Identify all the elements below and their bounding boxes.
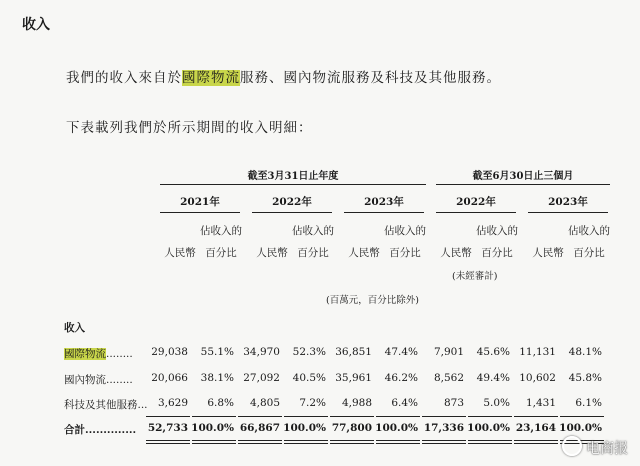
total-double-rule — [376, 440, 420, 441]
cell-amount: 77,800 — [331, 422, 372, 434]
total-double-rule — [192, 440, 236, 441]
total-double-rule — [284, 443, 328, 444]
cell-amount: 4,988 — [341, 397, 372, 409]
subtotal-rule — [468, 416, 512, 417]
col-header-pct-line1: 佔收入的 — [476, 225, 518, 237]
year-rule — [252, 212, 332, 213]
subtotal-rule — [192, 416, 236, 417]
cell-percent: 38.1% — [200, 372, 234, 384]
row-label-text: 國內物流 — [64, 374, 106, 386]
total-double-rule — [330, 443, 374, 444]
total-double-rule — [468, 443, 512, 444]
total-double-rule — [146, 440, 190, 441]
group-header-three-months: 截至6月30日止三個月 — [472, 171, 574, 182]
year-header-2021: 2021年 — [180, 196, 220, 208]
cell-percent: 6.1% — [575, 397, 602, 409]
cell-percent: 100.0% — [375, 422, 418, 434]
col-header-rmb: 人民幣 — [440, 247, 472, 259]
row-label-text: 科技及其他服務 — [64, 399, 138, 411]
cell-percent: 100.0% — [559, 422, 602, 434]
year-header-2023: 2023年 — [364, 196, 404, 208]
total-double-rule — [192, 443, 236, 444]
group-rule-three-months — [436, 184, 610, 185]
cell-percent: 100.0% — [191, 422, 234, 434]
leader-dots: ........ — [106, 348, 133, 360]
cell-amount: 66,867 — [239, 422, 280, 434]
col-header-pct-line2: 百分比 — [389, 247, 421, 259]
subtotal-rule — [422, 416, 466, 417]
cell-percent: 6.8% — [207, 397, 234, 409]
section-heading: 收入 — [22, 17, 50, 33]
cell-amount: 873 — [443, 397, 464, 409]
cell-amount: 35,961 — [335, 372, 372, 384]
total-double-rule — [284, 440, 328, 441]
total-double-rule — [422, 440, 466, 441]
col-header-rmb: 人民幣 — [348, 247, 380, 259]
cell-amount: 36,851 — [335, 346, 372, 358]
subtotal-rule — [284, 416, 328, 417]
watermark-logo-icon — [562, 436, 582, 456]
cell-amount: 4,805 — [249, 397, 280, 409]
year-rule — [528, 212, 608, 213]
subtotal-rule — [514, 416, 558, 417]
subtotal-rule — [146, 416, 190, 417]
cell-percent: 40.5% — [292, 372, 326, 384]
cell-amount: 29,038 — [151, 346, 188, 358]
watermark-text: 电商报 — [586, 441, 628, 457]
leader-dots: ........ — [106, 374, 133, 386]
subtotal-rule — [560, 416, 604, 417]
col-header-pct-line2: 百分比 — [573, 247, 605, 259]
table-intro: 下表載列我們於所示期間的收入明細： — [66, 120, 313, 136]
col-header-pct-line1: 佔收入的 — [568, 225, 610, 237]
cell-amount: 10,602 — [519, 372, 556, 384]
subtotal-rule — [330, 416, 374, 417]
cell-percent: 47.4% — [384, 346, 418, 358]
cell-percent: 45.6% — [476, 346, 510, 358]
intro-paragraph — [66, 66, 501, 86]
watermark — [562, 436, 628, 458]
col-header-pct-line1: 佔收入的 — [384, 225, 426, 237]
col-header-rmb: 人民幣 — [532, 247, 564, 259]
year-header-q-2023: 2023年 — [548, 196, 588, 208]
cell-percent: 55.1% — [200, 346, 234, 358]
total-double-rule — [376, 443, 420, 444]
cell-amount: 11,131 — [519, 346, 556, 358]
cell-percent: 6.4% — [391, 397, 418, 409]
year-rule — [436, 212, 516, 213]
col-header-rmb: 人民幣 — [164, 247, 196, 259]
col-header-pct-line2: 百分比 — [205, 247, 237, 259]
row-label-text: 國際物流 — [64, 348, 106, 360]
cell-amount: 23,164 — [515, 422, 556, 434]
cell-amount: 27,092 — [243, 372, 280, 384]
cell-amount: 17,336 — [423, 422, 464, 434]
col-header-pct-line2: 百分比 — [297, 247, 329, 259]
total-double-rule — [422, 443, 466, 444]
cell-percent: 100.0% — [283, 422, 326, 434]
units-note: (百萬元，百分比除外) — [326, 295, 419, 306]
year-header-2022: 2022年 — [272, 196, 312, 208]
cell-amount: 20,066 — [151, 372, 188, 384]
row-label — [64, 346, 133, 361]
group-header-fiscal-year: 截至3月31日止年度 — [247, 171, 339, 182]
table-section-label: 收入 — [64, 322, 85, 334]
intro-text-before: 我們的收入來自於 — [66, 70, 182, 86]
total-double-rule — [514, 443, 558, 444]
row-label-text: 合計 — [64, 424, 85, 436]
cell-amount: 34,970 — [243, 346, 280, 358]
year-header-q-2022: 2022年 — [456, 196, 496, 208]
cell-percent: 100.0% — [467, 422, 510, 434]
cell-percent: 46.2% — [384, 372, 418, 384]
year-rule — [160, 212, 240, 213]
cell-percent: 49.4% — [476, 372, 510, 384]
subtotal-rule — [238, 416, 282, 417]
total-double-rule — [146, 443, 190, 444]
group-rule-fiscal-year — [160, 184, 426, 185]
intro-text-after: 服務、國內物流服務及科技及其他服務。 — [240, 70, 501, 86]
col-header-pct-line2: 百分比 — [481, 247, 513, 259]
leader-dots: ... — [137, 399, 148, 411]
total-double-rule — [330, 440, 374, 441]
cell-percent: 45.8% — [568, 372, 602, 384]
cell-amount: 1,431 — [525, 397, 556, 409]
cell-amount: 52,733 — [147, 422, 188, 434]
col-header-rmb: 人民幣 — [256, 247, 288, 259]
total-row-label — [64, 422, 136, 437]
col-header-pct-line1: 佔收入的 — [200, 225, 242, 237]
cell-amount: 7,901 — [433, 346, 464, 358]
total-double-rule — [514, 440, 558, 441]
total-double-rule — [238, 440, 282, 441]
year-rule — [344, 212, 424, 213]
cell-percent: 7.2% — [299, 397, 326, 409]
cell-amount: 3,629 — [157, 397, 188, 409]
cell-percent: 52.3% — [292, 346, 326, 358]
cell-amount: 8,562 — [433, 372, 464, 384]
total-double-rule — [238, 443, 282, 444]
cell-percent: 5.0% — [483, 397, 510, 409]
unaudited-note: (未經審計) — [452, 271, 498, 282]
cell-percent: 48.1% — [568, 346, 602, 358]
row-label — [64, 372, 133, 387]
col-header-pct-line1: 佔收入的 — [292, 225, 334, 237]
subtotal-rule — [376, 416, 420, 417]
leader-dots: .............. — [85, 424, 137, 436]
highlighted-term: 國際物流 — [182, 70, 240, 86]
total-double-rule — [468, 440, 512, 441]
